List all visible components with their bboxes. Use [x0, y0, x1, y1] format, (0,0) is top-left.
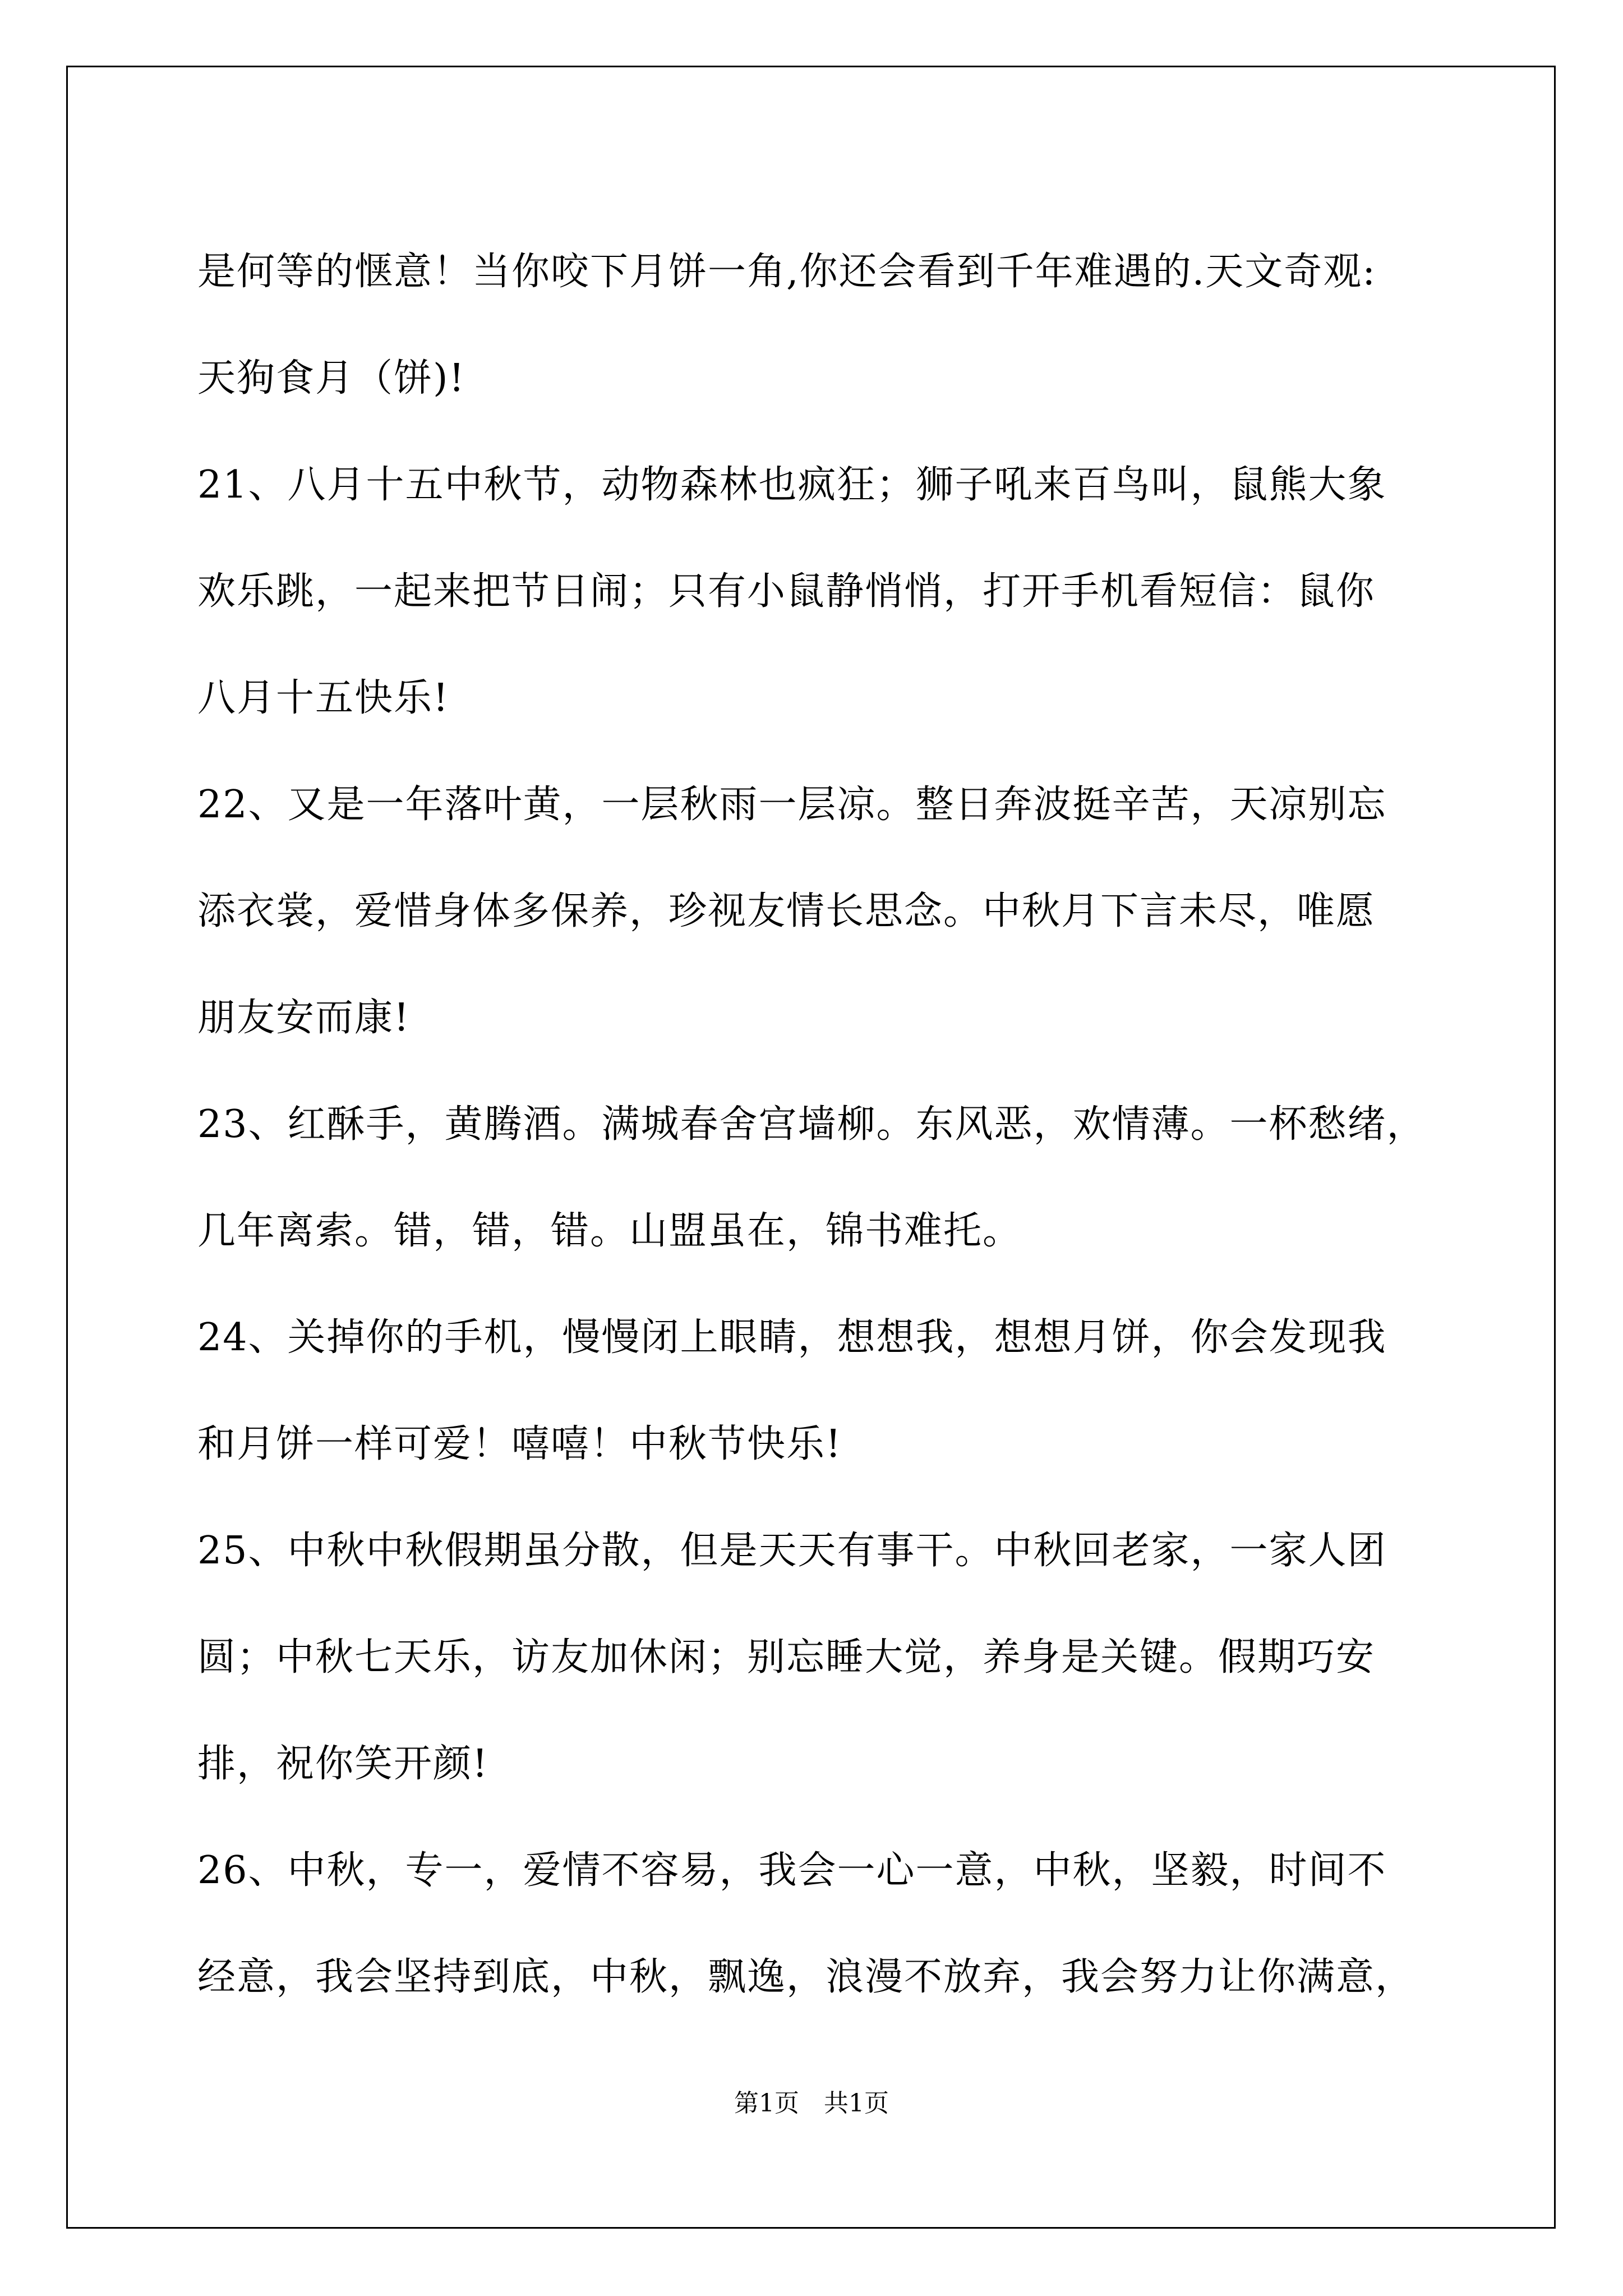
document-body [197, 219, 1437, 2031]
text-line: 添衣裳，爱惜身体多保养，珍视友情长思念。中秋月下言未尽，唯愿 [197, 889, 1376, 933]
text-line: 几年离索。错，错，错。山盟虽在，锦书难托。 [197, 1209, 1022, 1253]
text-line: 26、中秋，专一，爱情不容易，我会一心一意，中秋，坚毅，时间不 [197, 1848, 1387, 1893]
text-line: 是何等的惬意！当你咬下月饼一角,你还会看到千年难遇的.天文奇观: [197, 250, 1377, 294]
text-line: 和月饼一样可爱！嘻嘻！中秋节快乐! [197, 1422, 842, 1466]
text-line: 八月十五快乐! [197, 676, 450, 720]
text-line: 经意，我会坚持到底，中秋，飘逸，浪漫不放弃，我会努力让你满意， [197, 1955, 1415, 1999]
text-line: 欢乐跳，一起来把节日闹；只有小鼠静悄悄，打开手机看短信：鼠你 [197, 569, 1376, 614]
text-line: 排，祝你笑开颜! [197, 1742, 489, 1786]
text-line: 天狗食月（饼)! [197, 356, 465, 401]
text-line: 25、中秋中秋假期虽分散，但是天天有事干。中秋回老家，一家人团 [197, 1529, 1387, 1573]
text-line: 22、又是一年落叶黄，一层秋雨一层凉。整日奔波挺辛苦，天凉别忘 [197, 783, 1387, 827]
page-number: 第1页 共1页 [734, 2089, 889, 2118]
text-line: 23、红酥手，黄腾酒。满城春舍宫墙柳。东风恶，欢情薄。一杯愁绪， [197, 1102, 1426, 1147]
text-line: 24、关掉你的手机，慢慢闭上眼睛，想想我，想想月饼，你会发现我 [197, 1315, 1387, 1360]
text-line: 21、八月十五中秋节，动物森林也疯狂；狮子吼来百鸟叫，鼠熊大象 [197, 463, 1387, 507]
text-line: 朋友安而康! [197, 996, 411, 1040]
text-line: 圆；中秋七天乐，访友加休闲；别忘睡大觉，养身是关键。假期巧安 [197, 1635, 1376, 1680]
